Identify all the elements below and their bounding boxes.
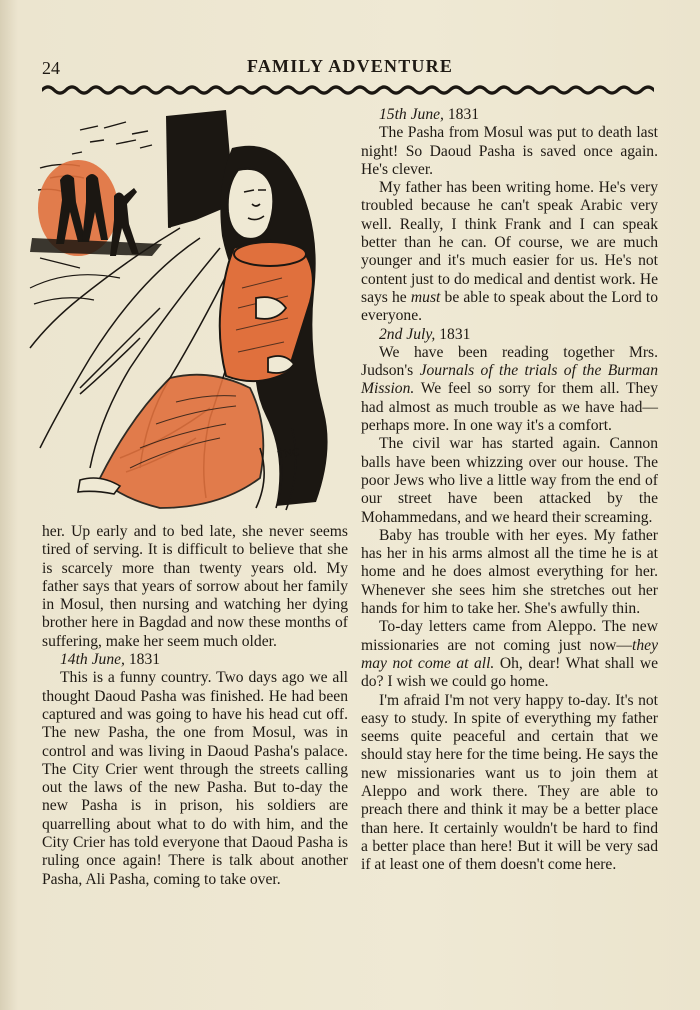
right-column [361,106,658,874]
date-day: 2nd July, [379,325,436,343]
paragraph-father-writing [361,179,658,325]
emphasis-text: must [410,288,441,306]
diary-date-15-june [361,106,658,124]
paragraph-civil-war: The civil war has started again. Cannon balls have been whizzing over our house. The poor Jews who live a little way from the end of our street have been attacked by the Mohammedans, and we heard their screaming. [361,435,658,526]
paragraph-funny-country: This is a funny country. Two days ago we all thought Daoud Pasha was finished. He had been captured and was going to have his head cut off. The new Pasha, the one from Mosul, was in control and was living in Daoud Pasha's palace. The City Crier went through the streets calling out the laws of the new Pasha. But to-day the new Pasha is in prison, his soldiers are quarrelling about what to do with him, and the City Crier has told everyone that Daoud Pasha is ruling once again! There is talk about another Pasha, Ali Pasha, coming to take over. [42,669,348,888]
paragraph-continued: her. Up early and to bed late, she never seems tired of serving. It is difficult to believe that she is scarcely more than twenty years old. My father says that years of sorrow about her family in Mosul, then nursing and watching her dying brother here in Bagdad and now these months of suffering, make her seem much older. [42,523,348,650]
date-year: 1831 [128,651,161,669]
date-day: 15th June, [379,106,444,123]
page-number: 24 [42,58,60,78]
text-part: Oh, dear! What shall we do? I wish we could go home. [361,654,659,691]
date-year: 1831 [439,325,471,343]
emphasis-text: they may not come at all. [361,636,658,672]
woman-face [228,169,274,239]
date-day: 14th June, [60,651,125,669]
text-part: be able to speak about the Lord to everyone. [361,288,659,325]
text-part: We have been reading together Mrs. Judson's [361,343,658,380]
paragraph-baby-eyes: Baby has trouble with her eyes. My father has her in his arms almost all the time he is at home and he does almost everything for her. Whenever she sees him she stretches out her hands for him to take her. She's awfully thin. [361,526,658,618]
paragraph-not-happy: I'm afraid I'm not very happy to-day. It's not easy to study. In spite of everything my father seems quite peaceful and certain that we should stay here for the time being. He says the new missionaries want us to join them at Aleppo and work there. They are able to preach there and think it may be a better place than here. It certainly wouldn't be hard to find a better place than here! But it will be very sad if at least one of them doesn't come here. [361,691,658,874]
paragraph-pasha-death: The Pasha from Mosul was put to death last night! So Daoud Pasha is saved once again. He's clever. [361,124,658,178]
paragraph-letters-aleppo [361,618,658,691]
text-part: My father has been writing home. He's very troubled because he can't speak Arabic very well. Really, I think Frank and I can speak better than he can. Of course, we are much younger and it's much easier for us. He's not content just to do medical and dentist work. He says he [361,179,658,306]
illustration-woman-with-jar [20,108,338,518]
text-part: To-day letters came from Aleppo. The new missionaries are not coming just now— [361,618,658,654]
orange-skirt [100,375,263,508]
book-title: Journals of the trials of the Burman Mission. [361,362,658,398]
text-part: We feel so sorry for them all. They had almost as much trouble as we have had—perhaps more. In one way it's a comfort. [361,380,658,435]
paragraph-judson-journals [361,344,658,435]
left-column [42,523,348,889]
diary-date-2-july [361,326,658,344]
date-year: 1831 [447,106,480,123]
wavy-rule [42,84,654,96]
diary-date-14-june [42,651,348,669]
artist-initials: TNC [276,446,301,461]
ground-strokes [30,258,120,304]
running-head-title: FAMILY ADVENTURE [246,56,454,76]
